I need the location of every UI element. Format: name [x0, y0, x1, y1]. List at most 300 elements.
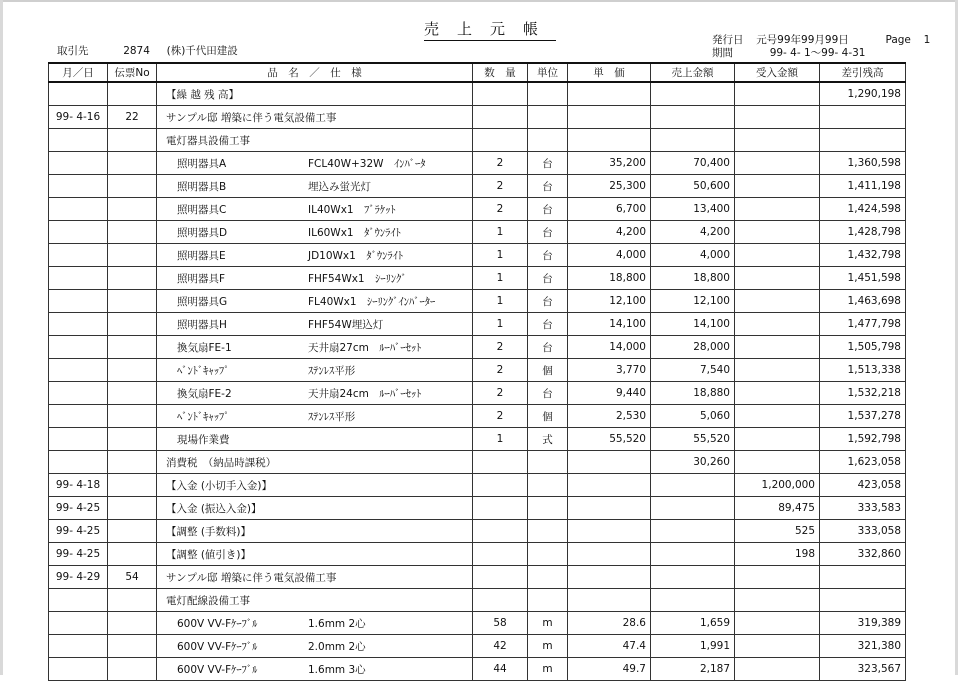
- cell-received: 198: [735, 543, 820, 566]
- cell-slip: [108, 175, 157, 198]
- cell-item: [157, 175, 473, 198]
- header-unit: 単位: [528, 63, 568, 82]
- cell-sales: [651, 474, 735, 497]
- cell-slip: 22: [108, 106, 157, 129]
- cell-balance: 1,428,798: [820, 221, 906, 244]
- cell-date: 99- 4-25: [49, 497, 108, 520]
- cell-sales: 18,880: [651, 382, 735, 405]
- header-slip: 伝票No: [108, 63, 157, 82]
- cell-balance: [820, 589, 906, 612]
- cell-slip: [108, 221, 157, 244]
- cell-balance: 1,532,218: [820, 382, 906, 405]
- item-spec: 1.6mm 2心: [308, 617, 366, 630]
- cell-slip: [108, 152, 157, 175]
- item-name: ﾍﾞﾝﾄﾞｷｬｯﾌﾟ: [177, 364, 230, 377]
- cell-slip: [108, 198, 157, 221]
- cell-sales: 4,200: [651, 221, 735, 244]
- cell-price: [568, 589, 651, 612]
- cell-item: [157, 451, 473, 474]
- cell-received: [735, 566, 820, 589]
- ledger-table: [48, 62, 906, 681]
- cell-balance: 1,592,798: [820, 428, 906, 451]
- cell-qty: 1: [473, 244, 528, 267]
- cell-received: [735, 82, 820, 106]
- cell-item: [157, 382, 473, 405]
- item-name: 現場作業費: [177, 433, 230, 446]
- cell-slip: [108, 497, 157, 520]
- cell-unit: [528, 543, 568, 566]
- item-name: 電灯配線設備工事: [166, 594, 250, 607]
- cell-date: [49, 129, 108, 152]
- cell-unit: m: [528, 612, 568, 635]
- cell-received: [735, 152, 820, 175]
- item-name: 照明器具G: [177, 295, 228, 308]
- item-name: 消費税 （納品時課税）: [166, 456, 277, 469]
- cell-item: [157, 359, 473, 382]
- item-spec: 1.6mm 3心: [308, 663, 366, 676]
- cell-item: [157, 152, 473, 175]
- cell-qty: [473, 451, 528, 474]
- table-row: [49, 290, 906, 313]
- cell-price: [568, 497, 651, 520]
- cell-received: [735, 106, 820, 129]
- cell-received: [735, 359, 820, 382]
- cell-price: 2,530: [568, 405, 651, 428]
- table-row: [49, 106, 906, 129]
- cell-sales: 28,000: [651, 336, 735, 359]
- cell-item: [157, 106, 473, 129]
- cell-date: [49, 152, 108, 175]
- cell-date: [49, 313, 108, 336]
- cell-balance: 332,860: [820, 543, 906, 566]
- table-row: [49, 658, 906, 681]
- cell-qty: 2: [473, 382, 528, 405]
- cell-sales: 30,260: [651, 451, 735, 474]
- cell-item: [157, 198, 473, 221]
- cell-qty: 2: [473, 198, 528, 221]
- cell-qty: [473, 106, 528, 129]
- cell-date: [49, 290, 108, 313]
- table-row: [49, 221, 906, 244]
- cell-unit: m: [528, 658, 568, 681]
- cell-date: [49, 451, 108, 474]
- cell-slip: [108, 635, 157, 658]
- cell-item: [157, 313, 473, 336]
- cell-item: [157, 428, 473, 451]
- cell-sales: [651, 589, 735, 612]
- cell-sales: [651, 543, 735, 566]
- cell-balance: 1,477,798: [820, 313, 906, 336]
- cell-item: [157, 612, 473, 635]
- cell-unit: [528, 520, 568, 543]
- cell-price: 18,800: [568, 267, 651, 290]
- cell-received: 89,475: [735, 497, 820, 520]
- item-spec: JD10Wx1 ﾀﾞｳﾝﾗｲﾄ: [308, 249, 404, 262]
- cell-price: 28.6: [568, 612, 651, 635]
- cell-date: 99- 4-18: [49, 474, 108, 497]
- cell-qty: [473, 129, 528, 152]
- cell-qty: [473, 566, 528, 589]
- cell-date: 99- 4-29: [49, 566, 108, 589]
- table-row: [49, 244, 906, 267]
- cell-unit: 台: [528, 336, 568, 359]
- cell-sales: 1,991: [651, 635, 735, 658]
- item-name: 照明器具B: [177, 180, 227, 193]
- cell-balance: 1,513,338: [820, 359, 906, 382]
- cell-date: [49, 589, 108, 612]
- cell-sales: 7,540: [651, 359, 735, 382]
- page-edge-left: [0, 0, 3, 675]
- header-balance: 差引残高: [820, 63, 906, 82]
- item-name: 照明器具H: [177, 318, 227, 331]
- cell-unit: [528, 451, 568, 474]
- cell-price: 14,100: [568, 313, 651, 336]
- cell-unit: [528, 474, 568, 497]
- cell-price: [568, 451, 651, 474]
- cell-slip: [108, 589, 157, 612]
- item-spec: 埋込み蛍光灯: [308, 180, 371, 193]
- cell-price: 6,700: [568, 198, 651, 221]
- cell-qty: 2: [473, 152, 528, 175]
- cell-qty: 2: [473, 336, 528, 359]
- customer-label: 取引先: [57, 45, 89, 57]
- cell-balance: 1,505,798: [820, 336, 906, 359]
- cell-qty: 2: [473, 405, 528, 428]
- cell-sales: [651, 106, 735, 129]
- cell-date: [49, 336, 108, 359]
- cell-unit: 個: [528, 405, 568, 428]
- cell-sales: [651, 566, 735, 589]
- table-row: [49, 543, 906, 566]
- cell-balance: 1,360,598: [820, 152, 906, 175]
- cell-received: 525: [735, 520, 820, 543]
- cell-unit: 台: [528, 290, 568, 313]
- cell-date: [49, 635, 108, 658]
- header-date: 月／日: [49, 63, 108, 82]
- cell-slip: [108, 658, 157, 681]
- item-spec: FCL40W+32W ｲﾝﾊﾞｰﾀ: [308, 157, 426, 170]
- cell-balance: 1,537,278: [820, 405, 906, 428]
- cell-item: [157, 82, 473, 106]
- cell-unit: [528, 106, 568, 129]
- item-name: 電灯器具設備工事: [166, 134, 250, 147]
- cell-slip: [108, 520, 157, 543]
- cell-sales: [651, 129, 735, 152]
- cell-date: 99- 4-16: [49, 106, 108, 129]
- item-name: 【調整 (値引き)】: [166, 548, 252, 561]
- item-spec: 天井扇24cm ﾙｰﾊﾞｰｾｯﾄ: [308, 387, 422, 400]
- table-row: [49, 336, 906, 359]
- cell-received: [735, 635, 820, 658]
- item-name: 照明器具D: [177, 226, 228, 239]
- cell-date: [49, 267, 108, 290]
- cell-date: [49, 244, 108, 267]
- cell-qty: 2: [473, 359, 528, 382]
- table-header-row: [49, 63, 906, 82]
- cell-item: [157, 497, 473, 520]
- cell-price: 47.4: [568, 635, 651, 658]
- item-spec: 天井扇27cm ﾙｰﾊﾞｰｾｯﾄ: [308, 341, 422, 354]
- cell-date: [49, 175, 108, 198]
- cell-date: [49, 221, 108, 244]
- item-name: 【入金 (振込入金)】: [166, 502, 262, 515]
- cell-price: 25,300: [568, 175, 651, 198]
- cell-qty: [473, 497, 528, 520]
- cell-item: [157, 267, 473, 290]
- period-value: 99- 4- 1～99- 4-31: [769, 47, 866, 59]
- cell-received: [735, 290, 820, 313]
- cell-qty: 58: [473, 612, 528, 635]
- cell-unit: 台: [528, 175, 568, 198]
- cell-date: [49, 382, 108, 405]
- header-sales: 売上金額: [651, 63, 735, 82]
- cell-slip: [108, 612, 157, 635]
- cell-qty: [473, 589, 528, 612]
- cell-sales: 12,100: [651, 290, 735, 313]
- cell-received: [735, 336, 820, 359]
- item-name: ﾍﾞﾝﾄﾞｷｬｯﾌﾟ: [177, 410, 230, 423]
- cell-item: [157, 336, 473, 359]
- item-spec: 2.0mm 2心: [308, 640, 366, 653]
- item-spec: FHF54Wx1 ｼｰﾘﾝｸﾞ: [308, 272, 407, 285]
- cell-date: [49, 405, 108, 428]
- cell-slip: [108, 474, 157, 497]
- cell-received: [735, 313, 820, 336]
- cell-slip: [108, 543, 157, 566]
- cell-price: [568, 474, 651, 497]
- cell-slip: 54: [108, 566, 157, 589]
- cell-balance: 333,058: [820, 520, 906, 543]
- issue-date: 元号99年99月99日: [756, 34, 849, 46]
- item-name: 換気扇FE-2: [177, 387, 232, 400]
- cell-sales: 18,800: [651, 267, 735, 290]
- cell-price: [568, 543, 651, 566]
- cell-unit: 台: [528, 267, 568, 290]
- cell-slip: [108, 82, 157, 106]
- item-name: 600V VV-Fｹｰﾌﾞﾙ: [177, 617, 258, 630]
- cell-balance: 321,380: [820, 635, 906, 658]
- cell-item: [157, 635, 473, 658]
- cell-slip: [108, 336, 157, 359]
- cell-qty: 1: [473, 267, 528, 290]
- customer-line: [57, 43, 238, 58]
- cell-received: [735, 382, 820, 405]
- item-name: 【調整 (手数料)】: [166, 525, 252, 538]
- cell-item: [157, 474, 473, 497]
- table-row: [49, 313, 906, 336]
- cell-price: 49.7: [568, 658, 651, 681]
- cell-sales: 14,100: [651, 313, 735, 336]
- cell-received: 1,200,000: [735, 474, 820, 497]
- item-spec: IL40Wx1 ﾌﾞﾗｹｯﾄ: [308, 203, 396, 216]
- item-name: 600V VV-Fｹｰﾌﾞﾙ: [177, 663, 258, 676]
- cell-received: [735, 129, 820, 152]
- period-line: [712, 45, 865, 60]
- cell-price: 4,000: [568, 244, 651, 267]
- cell-received: [735, 658, 820, 681]
- cell-slip: [108, 129, 157, 152]
- cell-unit: 式: [528, 428, 568, 451]
- item-name: 換気扇FE-1: [177, 341, 232, 354]
- cell-date: [49, 658, 108, 681]
- cell-sales: 2,187: [651, 658, 735, 681]
- cell-sales: 55,520: [651, 428, 735, 451]
- cell-item: [157, 405, 473, 428]
- cell-item: [157, 221, 473, 244]
- cell-qty: 44: [473, 658, 528, 681]
- table-row: [49, 566, 906, 589]
- cell-price: 4,200: [568, 221, 651, 244]
- cell-item: [157, 244, 473, 267]
- table-row: [49, 152, 906, 175]
- cell-slip: [108, 382, 157, 405]
- cell-slip: [108, 451, 157, 474]
- cell-balance: 1,623,058: [820, 451, 906, 474]
- cell-date: [49, 428, 108, 451]
- cell-balance: 1,411,198: [820, 175, 906, 198]
- table-row: [49, 451, 906, 474]
- cell-balance: [820, 129, 906, 152]
- cell-sales: [651, 497, 735, 520]
- cell-price: 12,100: [568, 290, 651, 313]
- cell-balance: 423,058: [820, 474, 906, 497]
- item-spec: ｽﾃﾝﾚｽ平形: [308, 410, 356, 423]
- cell-sales: 50,600: [651, 175, 735, 198]
- cell-unit: [528, 589, 568, 612]
- cell-received: [735, 405, 820, 428]
- table-row: [49, 612, 906, 635]
- table-row: [49, 520, 906, 543]
- cell-sales: 13,400: [651, 198, 735, 221]
- cell-received: [735, 267, 820, 290]
- cell-received: [735, 451, 820, 474]
- cell-received: [735, 198, 820, 221]
- cell-item: [157, 589, 473, 612]
- cell-sales: [651, 82, 735, 106]
- cell-unit: m: [528, 635, 568, 658]
- cell-qty: 1: [473, 221, 528, 244]
- item-name: 照明器具A: [177, 157, 227, 170]
- table-row: [49, 589, 906, 612]
- cell-unit: 台: [528, 313, 568, 336]
- cell-slip: [108, 359, 157, 382]
- customer-name: (株)千代田建設: [166, 45, 238, 57]
- cell-unit: 台: [528, 152, 568, 175]
- item-name: 照明器具F: [177, 272, 226, 285]
- cell-unit: 台: [528, 382, 568, 405]
- cell-slip: [108, 313, 157, 336]
- cell-balance: [820, 106, 906, 129]
- item-spec: FHF54W埋込灯: [308, 318, 384, 331]
- cell-balance: 333,583: [820, 497, 906, 520]
- item-name: 【繰 越 残 高】: [166, 88, 240, 101]
- cell-received: [735, 244, 820, 267]
- cell-received: [735, 612, 820, 635]
- cell-item: [157, 520, 473, 543]
- cell-date: [49, 82, 108, 106]
- table-row: [49, 474, 906, 497]
- cell-unit: 台: [528, 221, 568, 244]
- table-row: [49, 382, 906, 405]
- cell-date: [49, 198, 108, 221]
- page-label: Page: [885, 34, 911, 46]
- cell-qty: [473, 543, 528, 566]
- cell-slip: [108, 290, 157, 313]
- table-row: [49, 497, 906, 520]
- cell-item: [157, 129, 473, 152]
- cell-slip: [108, 428, 157, 451]
- cell-balance: 1,432,798: [820, 244, 906, 267]
- table-row: [49, 198, 906, 221]
- cell-unit: 個: [528, 359, 568, 382]
- cell-sales: 5,060: [651, 405, 735, 428]
- cell-slip: [108, 267, 157, 290]
- header-qty: 数 量: [473, 63, 528, 82]
- report-title: 売上元帳: [424, 18, 556, 41]
- header-item: 品 名 ／ 仕 様: [157, 63, 473, 82]
- header-received: 受入金額: [735, 63, 820, 82]
- cell-item: [157, 543, 473, 566]
- cell-sales: 4,000: [651, 244, 735, 267]
- cell-date: [49, 359, 108, 382]
- cell-price: [568, 82, 651, 106]
- cell-sales: 70,400: [651, 152, 735, 175]
- cell-price: [568, 106, 651, 129]
- table-row: [49, 82, 906, 106]
- cell-qty: 2: [473, 175, 528, 198]
- cell-date: 99- 4-25: [49, 520, 108, 543]
- cell-item: [157, 290, 473, 313]
- cell-received: [735, 589, 820, 612]
- item-spec: ｽﾃﾝﾚｽ平形: [308, 364, 356, 377]
- cell-item: [157, 566, 473, 589]
- cell-balance: 319,389: [820, 612, 906, 635]
- cell-qty: [473, 474, 528, 497]
- customer-code: 2874: [123, 45, 150, 57]
- cell-sales: 1,659: [651, 612, 735, 635]
- cell-balance: 1,451,598: [820, 267, 906, 290]
- header-price: 単 価: [568, 63, 651, 82]
- cell-balance: 1,463,698: [820, 290, 906, 313]
- table-row: [49, 428, 906, 451]
- cell-price: 14,000: [568, 336, 651, 359]
- page-edge: [0, 0, 958, 2]
- table-row: [49, 635, 906, 658]
- cell-qty: 1: [473, 290, 528, 313]
- cell-balance: 1,290,198: [820, 82, 906, 106]
- cell-received: [735, 221, 820, 244]
- item-name: 【入金 (小切手入金)】: [166, 479, 273, 492]
- cell-price: 9,440: [568, 382, 651, 405]
- cell-unit: [528, 82, 568, 106]
- cell-balance: 1,424,598: [820, 198, 906, 221]
- cell-balance: 323,567: [820, 658, 906, 681]
- item-spec: FL40Wx1 ｼｰﾘﾝｸﾞｲﾝﾊﾞｰﾀｰ: [308, 295, 436, 308]
- cell-qty: 1: [473, 428, 528, 451]
- cell-price: [568, 566, 651, 589]
- cell-sales: [651, 520, 735, 543]
- cell-price: 3,770: [568, 359, 651, 382]
- cell-unit: 台: [528, 244, 568, 267]
- table-row: [49, 175, 906, 198]
- table-row: [49, 267, 906, 290]
- item-name: 600V VV-Fｹｰﾌﾞﾙ: [177, 640, 258, 653]
- issue-label: 発行日: [712, 34, 744, 46]
- cell-price: 55,520: [568, 428, 651, 451]
- item-name: サンプル邸 増築に伴う電気設備工事: [166, 571, 337, 584]
- item-spec: IL60Wx1 ﾀﾞｳﾝﾗｲﾄ: [308, 226, 401, 239]
- table-row: [49, 129, 906, 152]
